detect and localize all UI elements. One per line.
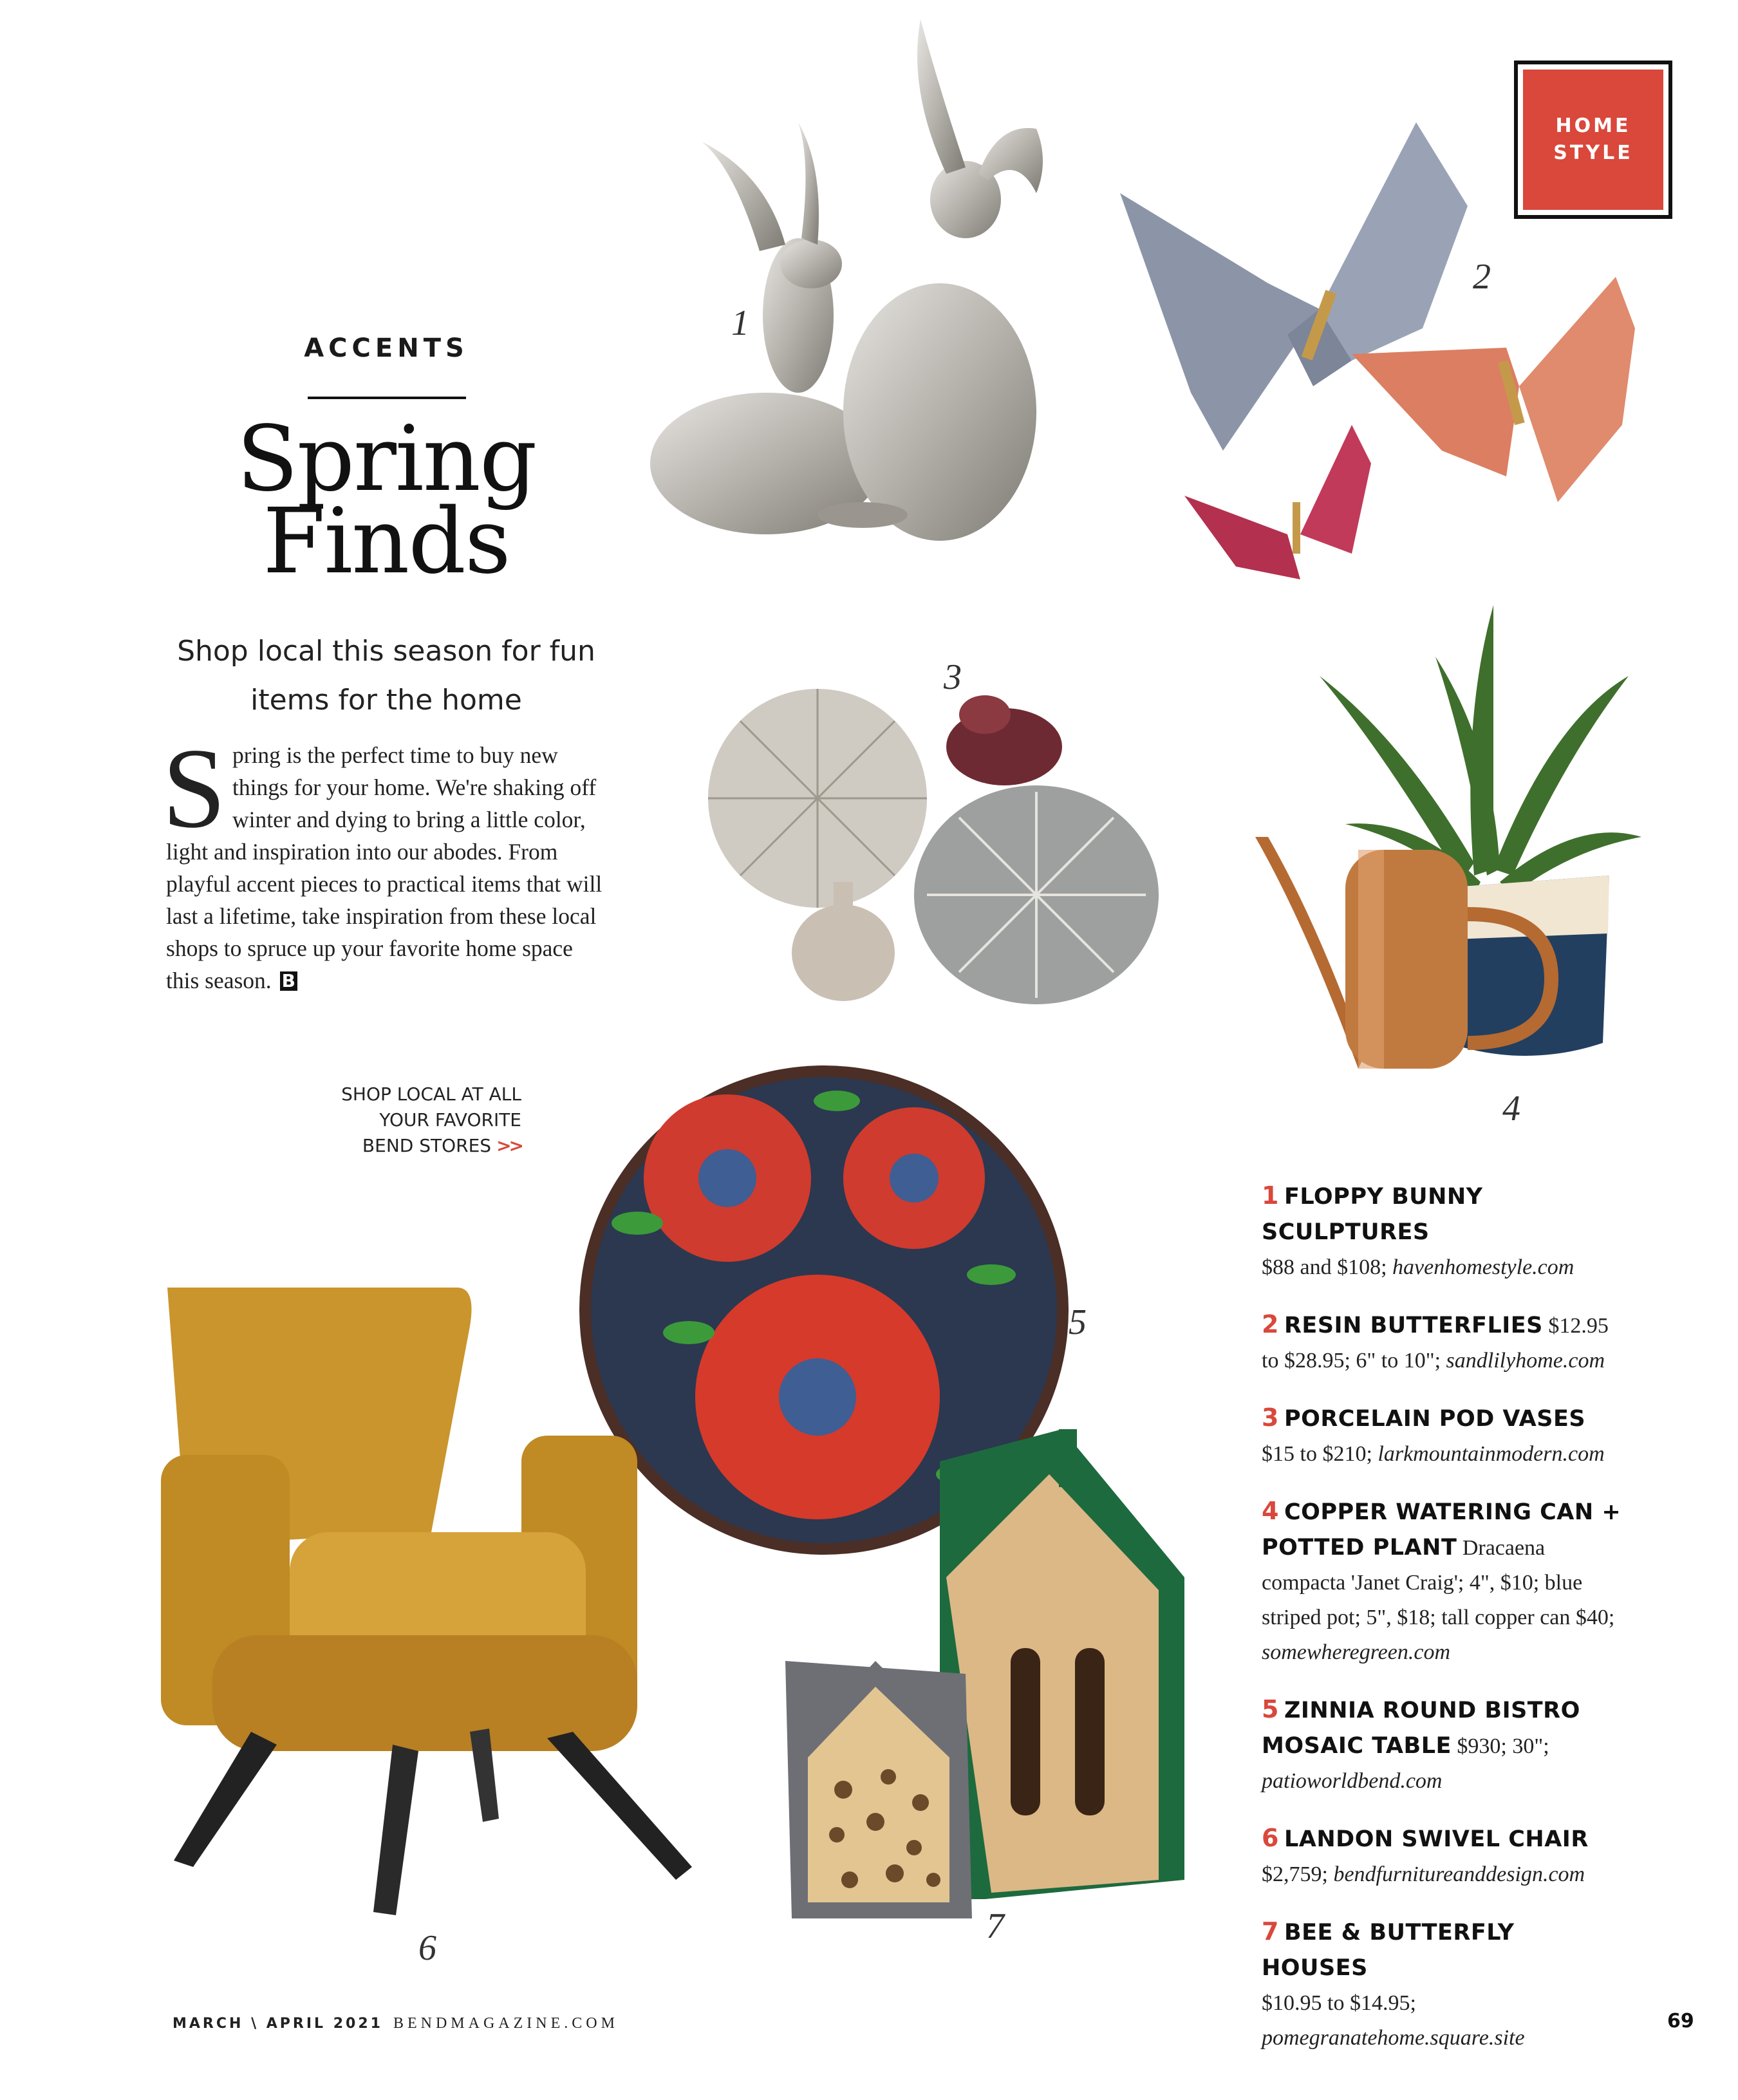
caption-title: COPPER WATERING CAN + POTTED PLANT [1262, 1499, 1621, 1561]
caption-item-4 [1262, 1494, 1622, 1670]
badge-line-1: HOME [1555, 115, 1631, 137]
caption-number: 4 [1262, 1497, 1279, 1525]
caption-details: $12.95 to $28.95; 6" to 10"; [1262, 1314, 1609, 1373]
intro-text: pring is the perfect time to buy new things for your home. We're shaking off winter and dying to bring a little color, light and inspiration into our abodes. From playful accent pieces to practical items that will last a lifetime, take inspiration from these local shops to spruce up your favorite home space this season. [166, 742, 603, 993]
shop-local-callout[interactable] [277, 1082, 521, 1159]
caption-item-3 [1262, 1400, 1622, 1472]
photo-number-7: 7 [986, 1906, 1004, 1946]
caption-title: FLOPPY BUNNY SCULPTURES [1262, 1184, 1483, 1245]
shop-local-line-3-wrap [277, 1133, 521, 1159]
caption-number: 3 [1262, 1403, 1279, 1432]
watering-can-plant-image [1191, 592, 1667, 1127]
kicker-rule [308, 397, 466, 399]
badge-line-2: STYLE [1553, 142, 1633, 164]
bee-butterfly-houses-image [779, 1429, 1184, 1918]
product-captions [1262, 1178, 1622, 2077]
end-mark: B [280, 971, 297, 991]
shop-local-line-3: BEND STORES [362, 1135, 492, 1156]
caption-url[interactable]: bendfurnitureanddesign.com [1333, 1862, 1585, 1886]
double-chevron-icon: >> [496, 1135, 521, 1156]
shop-local-line-1: SHOP LOCAL AT ALL [341, 1083, 521, 1105]
resin-butterflies-image [1107, 116, 1648, 586]
issue-date: MARCH \ APRIL 2021 [173, 2016, 383, 2032]
intro-paragraph [162, 724, 612, 997]
caption-url[interactable]: larkmountainmodern.com [1378, 1442, 1605, 1466]
section-kicker: ACCENTS [304, 333, 469, 363]
photo-number-1: 1 [731, 303, 749, 343]
caption-item-2 [1262, 1307, 1622, 1378]
caption-title: PORCELAIN POD VASES [1284, 1406, 1586, 1432]
caption-url[interactable]: pomegranatehome.square.site [1262, 2026, 1525, 2050]
magazine-site: BENDMAGAZINE.COM [393, 2015, 619, 2032]
caption-details: $15 to $210; [1262, 1442, 1378, 1466]
caption-url[interactable]: havenhomestyle.com [1392, 1255, 1574, 1279]
shop-local-line-2: YOUR FAVORITE [379, 1109, 521, 1130]
caption-details: $10.95 to $14.95; [1262, 1991, 1416, 2015]
caption-title: LANDON SWIVEL CHAIR [1284, 1826, 1589, 1852]
caption-item-6 [1262, 1821, 1622, 1892]
caption-details: Dracaena compacta 'Janet Craig'; 4", $10; blue striped pot; 5", $18; tall copper can $40; [1262, 1536, 1615, 1629]
bunny-sculptures-image [637, 13, 1075, 554]
caption-number: 6 [1262, 1824, 1279, 1852]
caption-title: ZINNIA ROUND BISTRO MOSAIC TABLE [1262, 1698, 1580, 1759]
page-title [193, 407, 579, 594]
page-number: 69 [1667, 2010, 1694, 2032]
caption-title: RESIN BUTTERFLIES [1284, 1313, 1543, 1338]
caption-details: $930; 30"; [1451, 1734, 1549, 1758]
caption-number: 2 [1262, 1310, 1279, 1338]
caption-item-7 [1262, 1914, 1622, 2056]
drop-cap: S [162, 724, 226, 852]
caption-url[interactable]: somewheregreen.com [1262, 1640, 1451, 1664]
porcelain-vases-image [682, 650, 1197, 1011]
subtitle-line-1: Shop local this season for fun [177, 635, 595, 668]
title-line-1: Spring [236, 407, 536, 512]
photo-number-6: 6 [418, 1928, 436, 1968]
photo-number-5: 5 [1069, 1302, 1087, 1342]
caption-title: BEE & BUTTERFLY HOUSES [1262, 1920, 1515, 1981]
swivel-chair-image [148, 1275, 766, 1925]
subtitle-line-2: items for the home [250, 684, 522, 717]
caption-number: 5 [1262, 1695, 1279, 1723]
caption-number: 7 [1262, 1917, 1279, 1945]
photo-number-3: 3 [944, 657, 962, 697]
caption-number: 1 [1262, 1181, 1279, 1210]
caption-url[interactable]: sandlilyhome.com [1446, 1349, 1605, 1373]
subtitle [161, 627, 612, 725]
caption-url[interactable]: patioworldbend.com [1262, 1769, 1443, 1793]
issue-folio [173, 2015, 619, 2032]
title-line-2: Finds [263, 489, 510, 594]
caption-details: $2,759; [1262, 1862, 1334, 1886]
caption-item-5 [1262, 1692, 1622, 1799]
caption-details: $88 and $108; [1262, 1255, 1393, 1279]
caption-item-1 [1262, 1178, 1622, 1285]
photo-number-4: 4 [1502, 1089, 1520, 1129]
photo-number-2: 2 [1473, 257, 1491, 297]
